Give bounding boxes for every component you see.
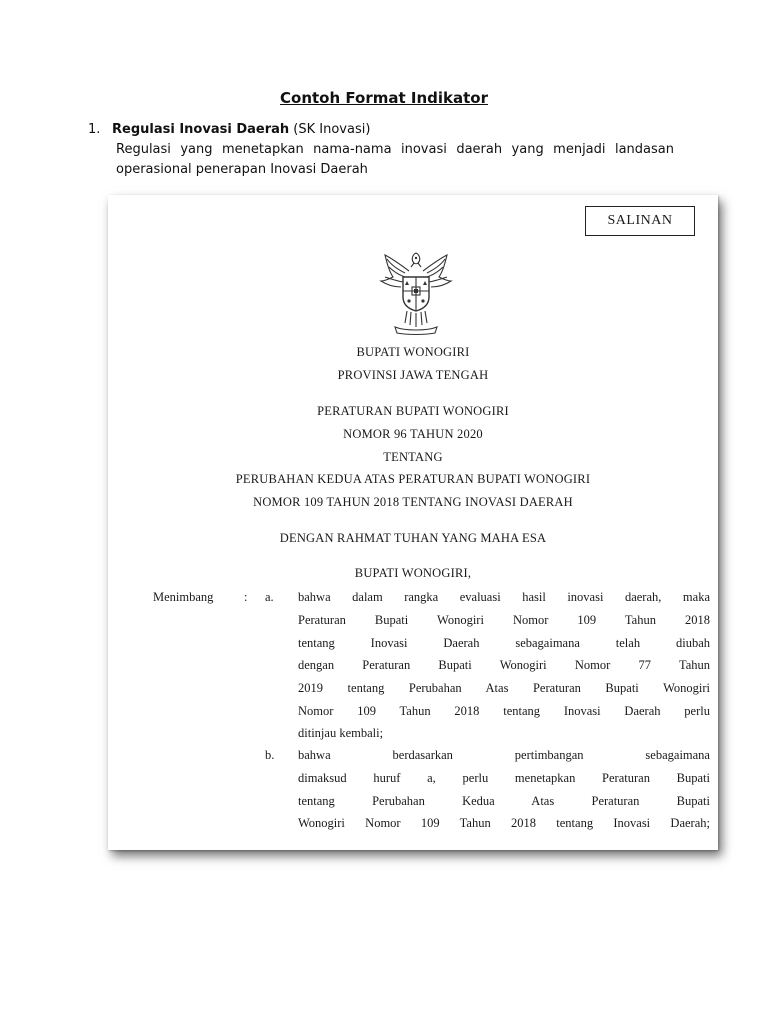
doc-line-tentang: TENTANG: [383, 450, 443, 464]
doc-line-peraturan: PERATURAN BUPATI WONOGIRI: [317, 404, 509, 418]
point-a-line: dengan Peraturan Bupati Wonogiri Nomor 77 Tahun: [298, 658, 710, 672]
point-b-line: dimaksud huruf a, perlu menetapkan Peraturan Bupati: [298, 771, 710, 785]
point-a-line: 2019 tentang Perubahan Atas Peraturan Bupati Wonogiri: [298, 681, 710, 695]
doc-line-nomor-2018: NOMOR 109 TAHUN 2018 TENTANG INOVASI DAERAH: [253, 495, 573, 509]
point-b-letter: b.: [265, 748, 275, 762]
list-item-heading-bold: Regulasi Inovasi Daerah: [112, 122, 290, 137]
point-a-line: Peraturan Bupati Wonogiri Nomor 109 Tahun 2018: [298, 613, 710, 627]
list-item-heading-rest: (SK Inovasi): [293, 122, 371, 137]
doc-line-nomor: NOMOR 96 TAHUN 2020: [343, 427, 483, 441]
regulation-document-image: [108, 195, 718, 850]
list-item-description: Regulasi yang menetapkan nama-nama inovasi daerah yang menjadi landasan operasional penerapan Inovasi Daerah: [116, 142, 674, 177]
menimbang-label: Menimbang: [153, 590, 214, 604]
document-title: Contoh Format Indikator: [280, 89, 488, 107]
list-item-heading: [112, 120, 370, 140]
point-b-line: tentang Perubahan Kedua Atas Peraturan Bupati: [298, 794, 710, 808]
point-a-letter: a.: [265, 590, 274, 604]
doc-line-provinsi: PROVINSI JAWA TENGAH: [337, 368, 489, 382]
point-b-line: Wonogiri Nomor 109 Tahun 2018 tentang Inovasi Daerah;: [298, 816, 710, 830]
doc-line-bupati: BUPATI WONOGIRI: [356, 345, 470, 359]
garuda-emblem-icon: [371, 247, 461, 337]
point-a-line: ditinjau kembali;: [298, 726, 384, 740]
doc-line-rahmat: DENGAN RAHMAT TUHAN YANG MAHA ESA: [279, 531, 547, 545]
point-b-line: bahwa berdasarkan pertimbangan sebagaimana: [298, 748, 710, 762]
salinan-stamp: SALINAN: [585, 206, 695, 236]
point-a-line: bahwa dalam rangka evaluasi hasil inovasi daerah, maka: [298, 590, 710, 604]
point-a-line: Nomor 109 Tahun 2018 tentang Inovasi Daerah perlu: [298, 704, 710, 718]
menimbang-colon: :: [244, 590, 248, 604]
doc-line-bupati-comma: BUPATI WONOGIRI,: [354, 566, 472, 580]
point-a-line: tentang Inovasi Daerah sebagaimana telah diubah: [298, 636, 710, 650]
doc-line-perubahan: PERUBAHAN KEDUA ATAS PERATURAN BUPATI WONOGIRI: [235, 472, 591, 486]
list-item-number: 1.: [88, 122, 101, 137]
